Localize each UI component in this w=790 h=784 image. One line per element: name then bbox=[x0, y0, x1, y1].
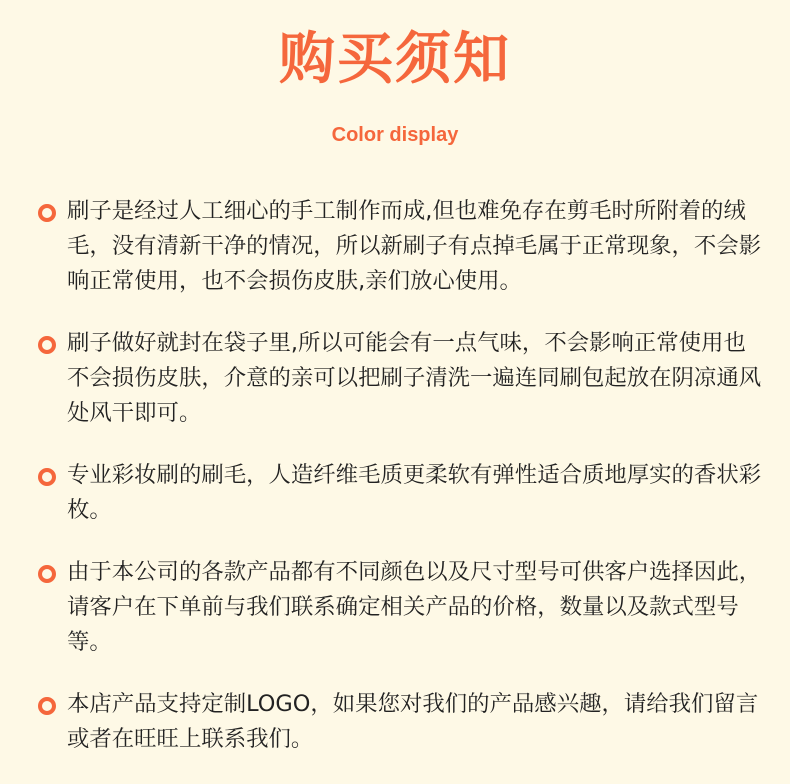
note-text: 由于本公司的各款产品都有不同颜色以及尺寸型号可供客户选择因此，请客户在下单前与我们联系确定相关产品的价格，数量以及款式型号等。 bbox=[67, 559, 762, 655]
note-item bbox=[38, 687, 768, 757]
page-title: 购买须知 bbox=[279, 27, 511, 92]
note-item bbox=[38, 194, 768, 299]
note-text: 刷子是经过人工细心的手工制作而成,但也难免存在剪毛时所附着的绒毛，没有清新干净的情况，所以新刷子有点掉毛属于正常现象，不会影响正常使用，也不会损伤皮肤,亲们放心使用。 bbox=[67, 198, 762, 294]
notes-list bbox=[38, 194, 768, 784]
circle-bullet-icon bbox=[38, 565, 56, 583]
circle-bullet-icon bbox=[38, 336, 56, 354]
circle-bullet-icon bbox=[38, 697, 56, 715]
note-text: 本店产品支持定制LOGO，如果您对我们的产品感兴趣，请给我们留言或者在旺旺上联系我们。 bbox=[67, 691, 759, 752]
page-subtitle: Color display bbox=[331, 124, 459, 146]
note-text: 刷子做好就封在袋子里,所以可能会有一点气味，不会影响正常使用也不会损伤皮肤，介意的亲可以把刷子清洗一遍连同刷包起放在阴凉通风处风干即可。 bbox=[67, 330, 762, 426]
note-item bbox=[38, 555, 768, 660]
note-text: 专业彩妆刷的刷毛，人造纤维毛质更柔软有弹性适合质地厚实的香状彩枚。 bbox=[67, 462, 762, 523]
note-item bbox=[38, 458, 768, 528]
note-item bbox=[38, 326, 768, 431]
circle-bullet-icon bbox=[38, 204, 56, 222]
circle-bullet-icon bbox=[38, 468, 56, 486]
